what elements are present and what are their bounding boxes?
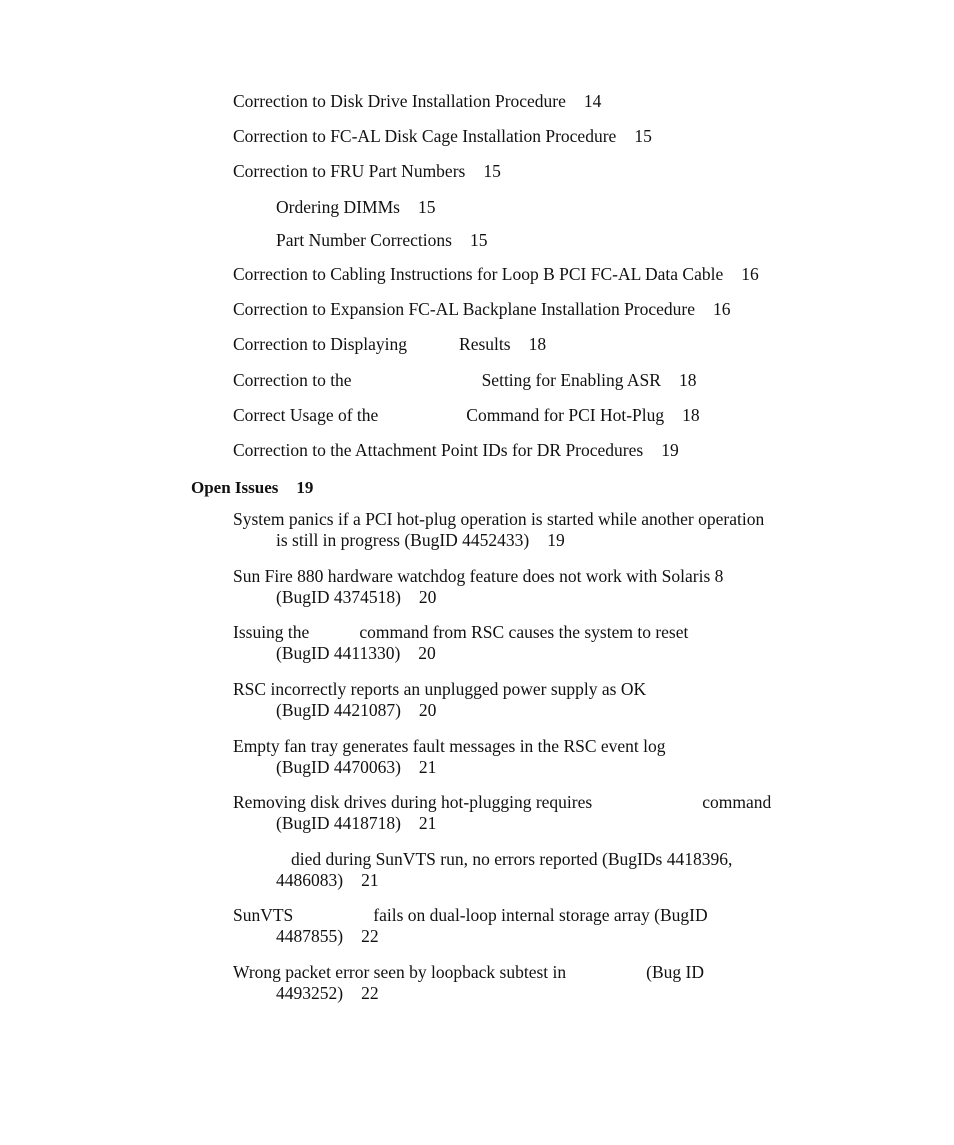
toc-page-number: 15	[634, 126, 652, 146]
toc-entry-title: Ordering DIMMs	[276, 197, 400, 217]
toc-page-number: 18	[678, 370, 697, 390]
toc-entry-title-line1-rest: (Bug ID	[646, 962, 704, 982]
toc-page-number: 21	[418, 813, 437, 833]
toc-entry-title-line1: Issuing the	[233, 622, 310, 642]
toc-page-number: 16	[741, 264, 759, 284]
toc-entry-title-line1: SunVTS	[233, 905, 294, 925]
toc-entry[interactable]	[233, 622, 688, 664]
toc-entry[interactable]	[233, 370, 696, 391]
toc-entry[interactable]	[233, 792, 771, 834]
toc-section-heading[interactable]	[191, 477, 313, 498]
toc-subentry[interactable]	[276, 230, 487, 251]
toc-entry-title: Correct Usage of the	[233, 405, 379, 425]
toc-entry[interactable]	[233, 679, 646, 721]
toc-page-number: 14	[583, 91, 602, 111]
toc-entry-title-line2: 4486083)	[276, 870, 344, 890]
toc-entry-title: Setting for Enabling ASR	[481, 370, 661, 390]
toc-page-number: 15	[483, 161, 501, 181]
toc-entry-title-line1: died during SunVTS run, no errors reported (BugIDs 4418396,	[291, 849, 733, 869]
toc-page-number: 21	[418, 757, 437, 777]
toc-page-number: 21	[361, 870, 379, 890]
toc-entry[interactable]	[233, 440, 679, 461]
toc-page-number: 22	[361, 983, 379, 1003]
toc-entry-title-line2: 4487855)	[276, 926, 344, 946]
toc-entry-title: Correction to FC-AL Disk Cage Installation Procedure	[233, 126, 617, 146]
toc-entry-title-line2: (BugID 4421087)	[276, 700, 401, 720]
toc-entry-title: Correction to Disk Drive Installation Procedure	[233, 91, 566, 111]
toc-page-number: 19	[296, 478, 314, 497]
toc-entry-title-line1: Sun Fire 880 hardware watchdog feature does not work with Solaris 8	[233, 566, 724, 586]
toc-page-number: 16	[713, 299, 731, 319]
toc-entry-title-line2: (BugID 4418718)	[276, 813, 401, 833]
toc-entry-title-line1-rest: command	[702, 792, 772, 812]
toc-page-number: 20	[418, 700, 437, 720]
toc-entry-title: Correction to Expansion FC-AL Backplane Installation Procedure	[233, 299, 696, 319]
toc-entry[interactable]	[233, 905, 708, 947]
toc-page-number: 22	[361, 926, 379, 946]
toc-entry-title-line1-rest: command from RSC causes the system to reset	[359, 622, 689, 642]
toc-entry[interactable]	[233, 91, 601, 112]
toc-entry-title-line1: Empty fan tray generates fault messages in the RSC event log	[233, 736, 666, 756]
toc-page-number: 15	[417, 197, 436, 217]
toc-entry-title: Correction to Cabling Instructions for Loop B PCI FC-AL Data Cable	[233, 264, 724, 284]
toc-entry[interactable]	[233, 566, 723, 608]
toc-entry[interactable]	[233, 334, 546, 355]
toc-entry[interactable]	[233, 405, 700, 426]
toc-entry-title-line1: System panics if a PCI hot-plug operation is started while another operation	[233, 509, 765, 529]
toc-subentry[interactable]	[276, 197, 435, 218]
toc-page-number: 20	[418, 643, 436, 663]
toc-page-number: 18	[528, 334, 547, 354]
toc-entry-title: Correction to the	[233, 370, 352, 390]
toc-entry-title: Correction to the Attachment Point IDs for DR Procedures	[233, 440, 644, 460]
toc-entry[interactable]	[233, 264, 759, 285]
toc-page-number: 18	[682, 405, 700, 425]
toc-entry-title-line1: Wrong packet error seen by loopback subtest in	[233, 962, 567, 982]
toc-entry[interactable]	[233, 509, 764, 551]
toc-page-number: 20	[418, 587, 437, 607]
toc-entry-title-line1: Removing disk drives during hot-plugging requires	[233, 792, 593, 812]
toc-entry-title: Correction to FRU Part Numbers	[233, 161, 466, 181]
toc-entry-title-line2: 4493252)	[276, 983, 344, 1003]
toc-entry-title: Correction to Displaying	[233, 334, 408, 354]
toc-entry-title: Results	[459, 334, 511, 354]
toc-entry-title-line2: (BugID 4411330)	[276, 643, 401, 663]
toc-page-number: 19	[547, 530, 565, 550]
toc-entry-title: Part Number Corrections	[276, 230, 452, 250]
toc-entry[interactable]	[233, 161, 501, 182]
toc-entry-title-line2: is still in progress (BugID 4452433)	[276, 530, 530, 550]
toc-entry-title-line1: RSC incorrectly reports an unplugged power supply as OK	[233, 679, 647, 699]
section-title: Open Issues	[191, 478, 279, 497]
toc-entry-title: Command for PCI Hot-Plug	[466, 405, 665, 425]
toc-page-number: 15	[469, 230, 488, 250]
toc-entry[interactable]	[233, 962, 704, 1004]
toc-entry[interactable]	[233, 736, 666, 778]
toc-entry[interactable]	[276, 849, 732, 891]
toc-entry-title-line2: (BugID 4374518)	[276, 587, 401, 607]
toc-page-number: 19	[661, 440, 679, 460]
toc-entry[interactable]	[233, 299, 731, 320]
toc-entry[interactable]	[233, 126, 652, 147]
toc-entry-title-line1-rest: fails on dual-loop internal storage array (BugID	[373, 905, 708, 925]
toc-entry-title-line2: (BugID 4470063)	[276, 757, 401, 777]
